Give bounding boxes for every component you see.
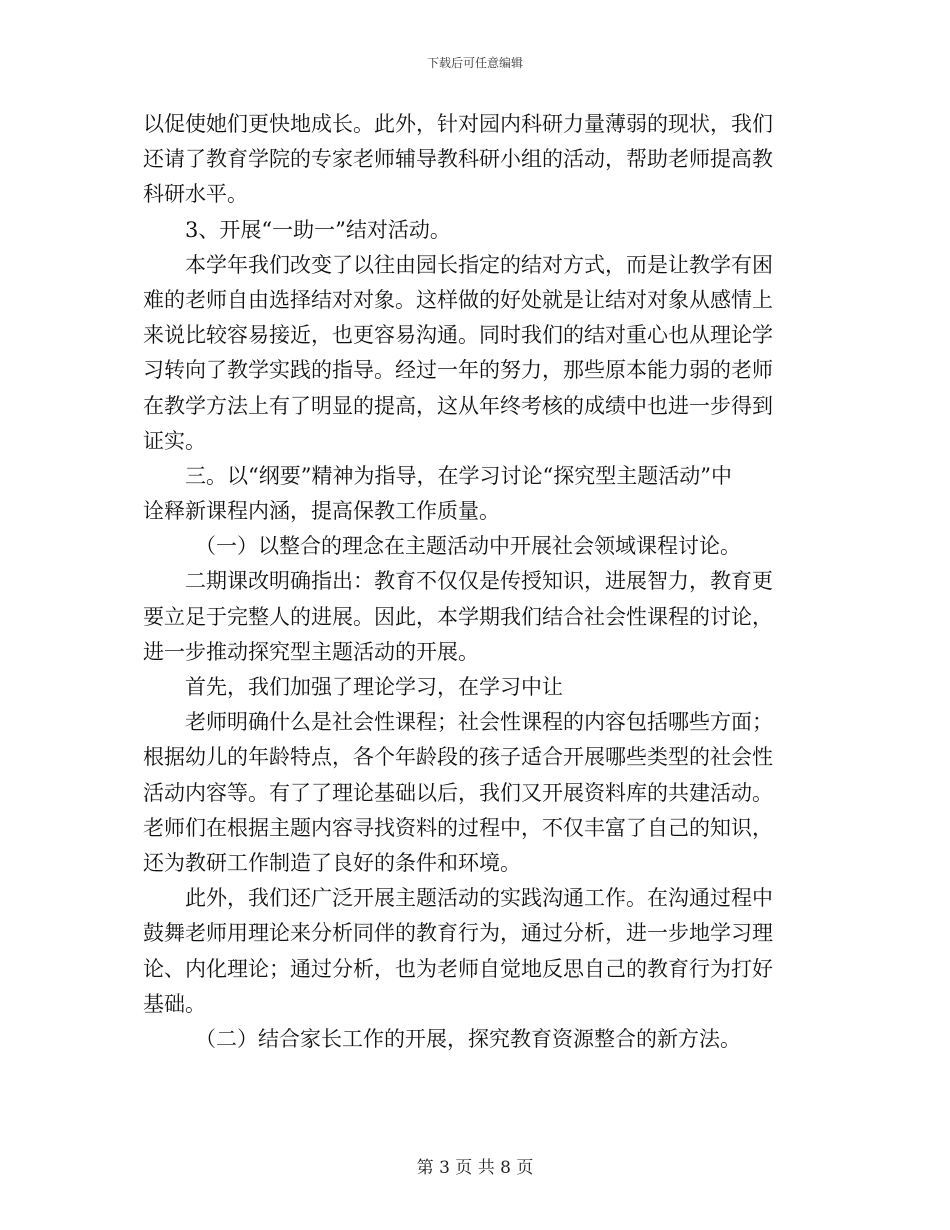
document-body: [143, 107, 809, 1057]
section-heading: 3、开展“一助一”结对活动。: [185, 217, 451, 242]
text-line: 要立足于完整人的进展。因此，本学期我们结合社会性课程的讨论，: [143, 604, 773, 629]
text-line: 还请了教育学院的专家老师辅导教科研小组的活动，帮助老师提高教: [143, 147, 773, 172]
page-header: 下载后可任意编辑: [426, 56, 523, 70]
text-line: 来说比较容易接近，也更容易沟通。同时我们的结对重心也从理论学: [143, 323, 773, 348]
paragraph-start: 此外，我们还广泛开展主题活动的实践沟通工作。在沟通过程中: [185, 886, 773, 911]
paragraph-start: 二期课改明确指出：教育不仅仅是传授知识，进展智力，教育更: [185, 569, 773, 594]
section-heading: 三。以“纲要”精神为指导，在学习讨论“探究型主题活动”中: [185, 463, 732, 488]
text-line: 鼓舞老师用理论来分析同伴的教育行为，通过分析，进一步地学习理: [143, 921, 773, 946]
text-line: 根据幼儿的年龄特点，各个年龄段的孩子适合开展哪些类型的社会性: [143, 745, 773, 770]
text-line: 进一步推动探究型主题活动的开展。: [143, 639, 479, 664]
paragraph-start: 本学年我们改变了以往由园长指定的结对方式，而是让教学有困: [185, 252, 773, 277]
text-line: 证实。: [143, 428, 206, 453]
paragraph-start: 老师明确什么是社会性课程；社会性课程的内容包括哪些方面；: [185, 710, 773, 735]
paragraph-start: 首先，我们加强了理论学习，在学习中让: [185, 675, 563, 699]
text-line: 以促使她们更快地成长。此外，针对园内科研力量薄弱的现状，我们: [143, 112, 773, 136]
text-line: 老师们在根据主题内容寻找资料的过程中，不仅丰富了自己的知识，: [143, 815, 773, 840]
text-line: 还为教研工作制造了良好的条件和环境。: [143, 850, 521, 875]
text-line: 习转向了教学实践的指导。经过一年的努力，那些原本能力弱的老师: [143, 358, 773, 383]
text-line: 基础。: [143, 991, 206, 1016]
text-line: 活动内容等。有了了理论基础以后，我们又开展资料库的共建活动。: [143, 780, 773, 805]
subsection-heading: （二）结合家长工作的开展，探究教育资源整合的新方法。: [195, 1026, 741, 1051]
text-line: 在教学方法上有了明显的提高，这从年终考核的成绩中也进一步得到: [143, 393, 773, 418]
text-line: 诠释新课程内涵，提高保教工作质量。: [143, 499, 500, 524]
page-footer: 第 3 页 共 8 页: [416, 1158, 534, 1178]
text-line: 难的老师自由选择结对对象。这样做的好处就是让结对对象从感情上: [143, 287, 773, 312]
text-line: 科研水平。: [143, 182, 248, 207]
subsection-heading: （一）以整合的理念在主题活动中开展社会领域课程讨论。: [195, 534, 741, 559]
text-line: 论、内化理论；通过分析，也为老师自觉地反思自己的教育行为打好: [143, 956, 773, 981]
